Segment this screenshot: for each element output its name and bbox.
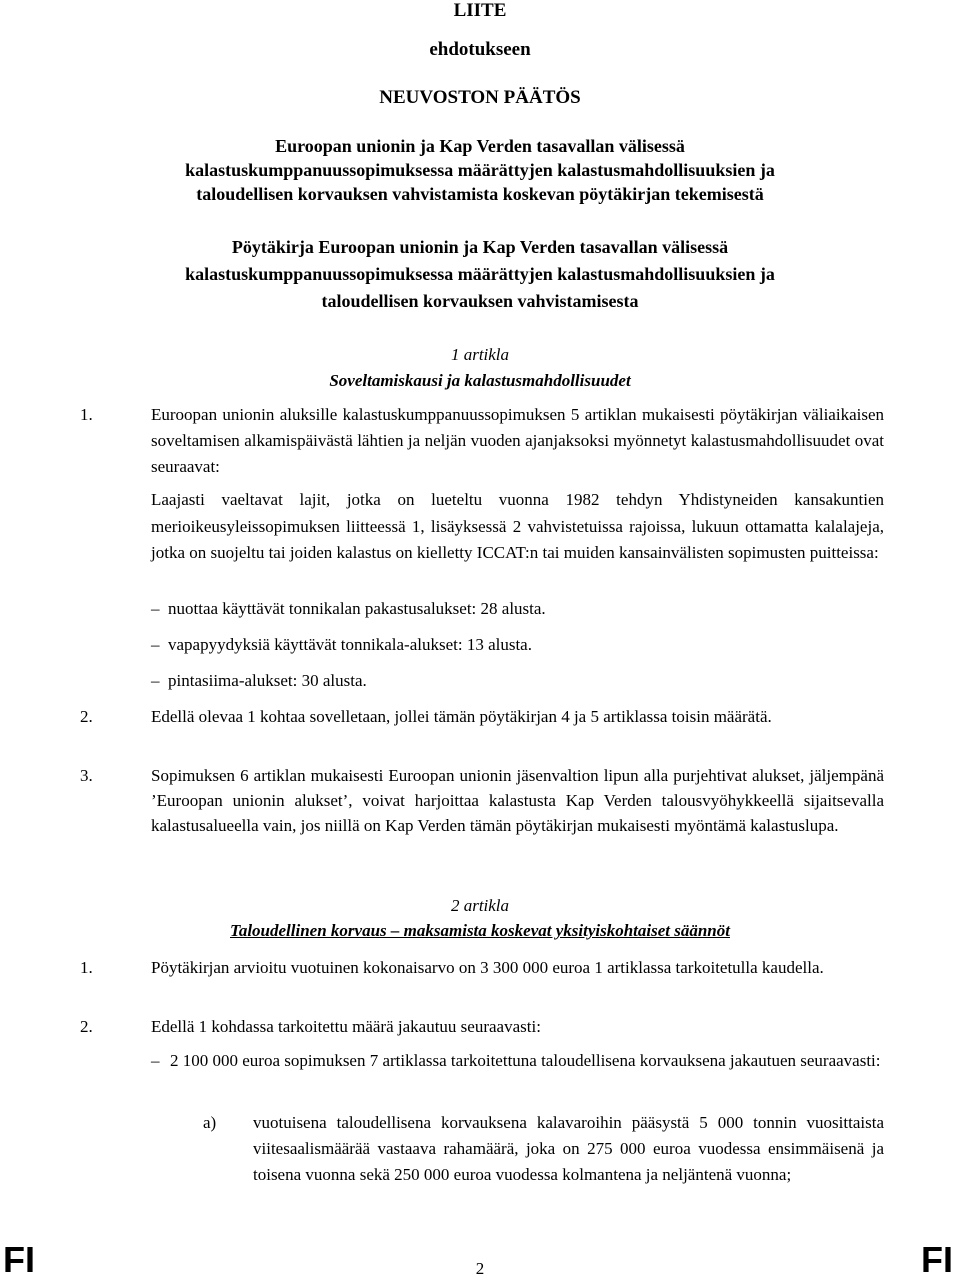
sub-item-label: a) <box>203 1113 217 1132</box>
footer-language-left: FI <box>3 1239 35 1280</box>
list-item: pintasiima-alukset: 30 alusta. <box>168 671 367 690</box>
allocation-text: 2 100 000 euroa sopimuksen 7 artiklassa tarkoitettuna taloudellisena korvauksena jakautuen seuraavasti: <box>170 1051 881 1070</box>
footer-language-right: FI <box>921 1239 953 1280</box>
council-decision-title: NEUVOSTON PÄÄTÖS <box>379 87 581 108</box>
list-dash: – <box>151 671 160 690</box>
list-item: nuottaa käyttävät tonnikalan pakastusalukset: 28 alusta. <box>168 599 546 618</box>
protocol-title-line: Pöytäkirja Euroopan unionin ja Kap Verden tasavallan välisessä <box>231 237 729 257</box>
article-1-species-text: Laajasti vaeltavat lajit, jotka on lueteltu vuonna 1982 tehdyn Yhdistyneiden kansakuntien merioikeusyleissopimuksen liitteessä 1, lisäyksessä 2 vahvistetuissa rajoissa, lukuun ottamatta kalalajeja, jotka on suojeltu tai joiden kalastus on kielletty ICCAT:n tai muiden kansainvälisten sopimusten puitteissa: <box>151 490 884 562</box>
paragraph-number: 2. <box>80 1017 93 1036</box>
list-item: vapapyydyksiä käyttävät tonnikala-alukset: 13 alusta. <box>168 635 532 654</box>
protocol-title-line: kalastuskumppanuussopimuksessa määrättyjen kalastusmahdollisuuksien ja <box>185 264 775 284</box>
article-2-number: 2 artikla <box>450 896 510 915</box>
protocol-title-line: taloudellisen korvauksen vahvistamisesta <box>321 291 639 311</box>
paragraph-number: 1. <box>80 405 93 424</box>
article-2-paragraph-1: Pöytäkirjan arvioitu vuotuinen kokonaisarvo on 3 300 000 euroa 1 artiklassa tarkoitetulla kaudella. <box>151 958 824 977</box>
article-1-heading: Soveltamiskausi ja kalastusmahdollisuudet <box>329 371 631 390</box>
protocol-title <box>0 234 960 315</box>
article-1-paragraph-1: Euroopan unionin aluksille kalastuskumppanuussopimuksen 5 artiklan mukaisesti pöytäkirjan väliaikaisen soveltamisen alkamispäivästä lähtien ja neljän vuoden ajanjaksoksi myönnetyt kalastusmahdollisuudet ovat seuraavat: <box>151 405 884 476</box>
article-1-number: 1 artikla <box>450 345 510 364</box>
page-number: 2 <box>475 1259 485 1278</box>
article-2-paragraph-2: Edellä 1 kohdassa tarkoitettu määrä jakautuu seuraavasti: <box>151 1017 541 1036</box>
paragraph-number: 3. <box>80 766 93 785</box>
list-dash: – <box>151 635 160 654</box>
list-dash: – <box>151 599 160 618</box>
proposal-subtitle: ehdotukseen <box>429 39 531 60</box>
article-1-paragraph-3: Sopimuksen 6 artiklan mukaisesti Euroopan unionin jäsenvaltion lipun alla purjehtivat alukset, jäljempänä ’Euroopan unionin alukset’, voivat harjoittaa kalastusta Kap Verden talousvyöhykkeellä sijaitsevalla kalastusalueella vain, jos niillä on Kap Verden tämän pöytäkirjan mukaisesti myöntämä kalastuslupa. <box>151 766 884 835</box>
decision-title-line: kalastuskumppanuussopimuksessa määrättyjen kalastusmahdollisuuksien ja <box>185 160 775 180</box>
sub-item-text: vuotuisena taloudellisena korvauksena kalavaroihin pääsystä 5 000 tonnin vuosittaista viitesaalismäärää vastaava rahamäärä, joka on 275 000 euroa vuodessa ensimmäisenä ja toisena vuonna sekä 250 000 euroa vuodessa kolmantena ja neljäntenä vuonna; <box>253 1113 884 1184</box>
list-item <box>170 1048 884 1073</box>
decision-title <box>0 134 960 206</box>
paragraph-number: 1. <box>80 958 93 977</box>
article-2-heading: Taloudellinen korvaus – maksamista koskevat yksityiskohtaiset säännöt <box>230 921 730 940</box>
annex-title: LIITE <box>453 0 507 21</box>
list-dash: – <box>151 1051 160 1070</box>
decision-title-line: Euroopan unionin ja Kap Verden tasavallan välisessä <box>275 136 685 156</box>
paragraph-number: 2. <box>80 707 93 726</box>
decision-title-line: taloudellisen korvauksen vahvistamista koskevan pöytäkirjan tekemisestä <box>196 184 764 204</box>
article-1-paragraph-2: Edellä olevaa 1 kohtaa sovelletaan, jollei tämän pöytäkirjan 4 ja 5 artiklassa toisin määrätä. <box>151 707 772 726</box>
